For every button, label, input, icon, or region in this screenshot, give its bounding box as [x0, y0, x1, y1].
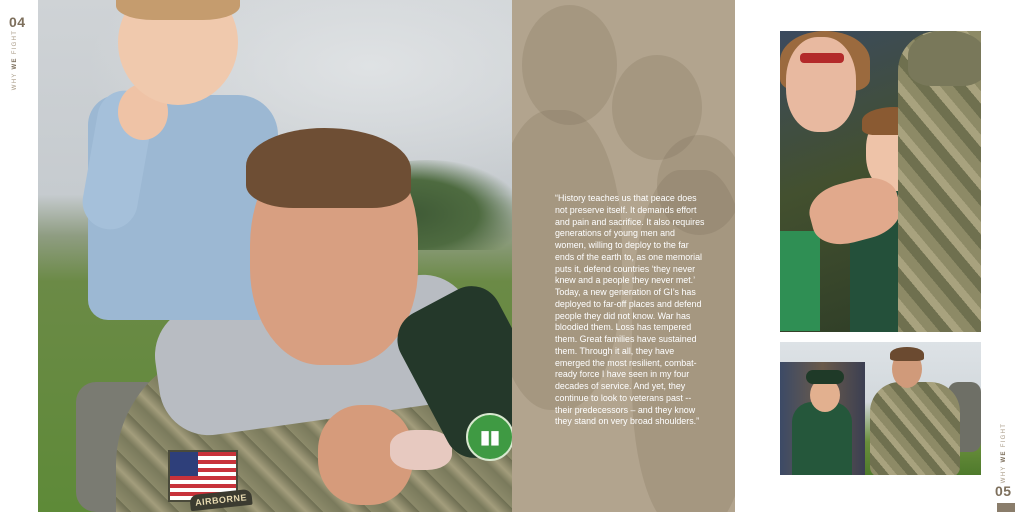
girl-green-shirt: [780, 231, 820, 331]
soldier-hair: [890, 347, 924, 361]
main-photo-soldier-with-child: [38, 0, 512, 512]
photo-crowd-greeting-soldier: [780, 31, 981, 332]
quote-text: “History teaches us that peace does not preserve itself. It demands effort and pain and sacrifice. It also requires generations of young men and women, willing to deploy to the far ends of the earth to, as one memorial puts it, defend countries ‘they never knew and a people they never met.’ Today, a new generation of GI’s has deployed to far-off places and defend people they did not know. War has bloodied them. Loss has tempered them. Great families have sustained them. Through it all, they have emerged the most resilient, combat-ready force I have seen in my four decades of service. And yet, they continue to look to veterans past -- their predecessors – and they know they stand on very broad shoulders.”: [555, 193, 705, 427]
kneeling-soldier: [870, 382, 960, 475]
ghost-figure: [522, 5, 617, 125]
quote-panel: [512, 0, 735, 512]
soldier-hair: [246, 128, 411, 208]
scout-cap: [806, 370, 844, 384]
page-number-left: 04: [9, 14, 26, 30]
photo-soldier-with-scout: [780, 342, 981, 475]
woman-face: [786, 37, 856, 132]
running-head-left: WHY WE FIGHT: [12, 29, 18, 91]
scout-uniform: [792, 402, 852, 475]
page-number-right: 05: [995, 483, 1012, 499]
helmet: [908, 31, 981, 86]
rank-insignia-icon: ▮▮: [466, 413, 512, 461]
running-head-right: WHY WE FIGHT: [1001, 422, 1007, 484]
child-shoe: [390, 430, 452, 470]
flag-canton: [170, 452, 198, 476]
child-hair: [116, 0, 240, 20]
airborne-tab-patch: AIRBORNE: [189, 489, 252, 511]
footer-tab-marker: [997, 503, 1015, 512]
red-sunglasses-icon: [800, 53, 844, 63]
